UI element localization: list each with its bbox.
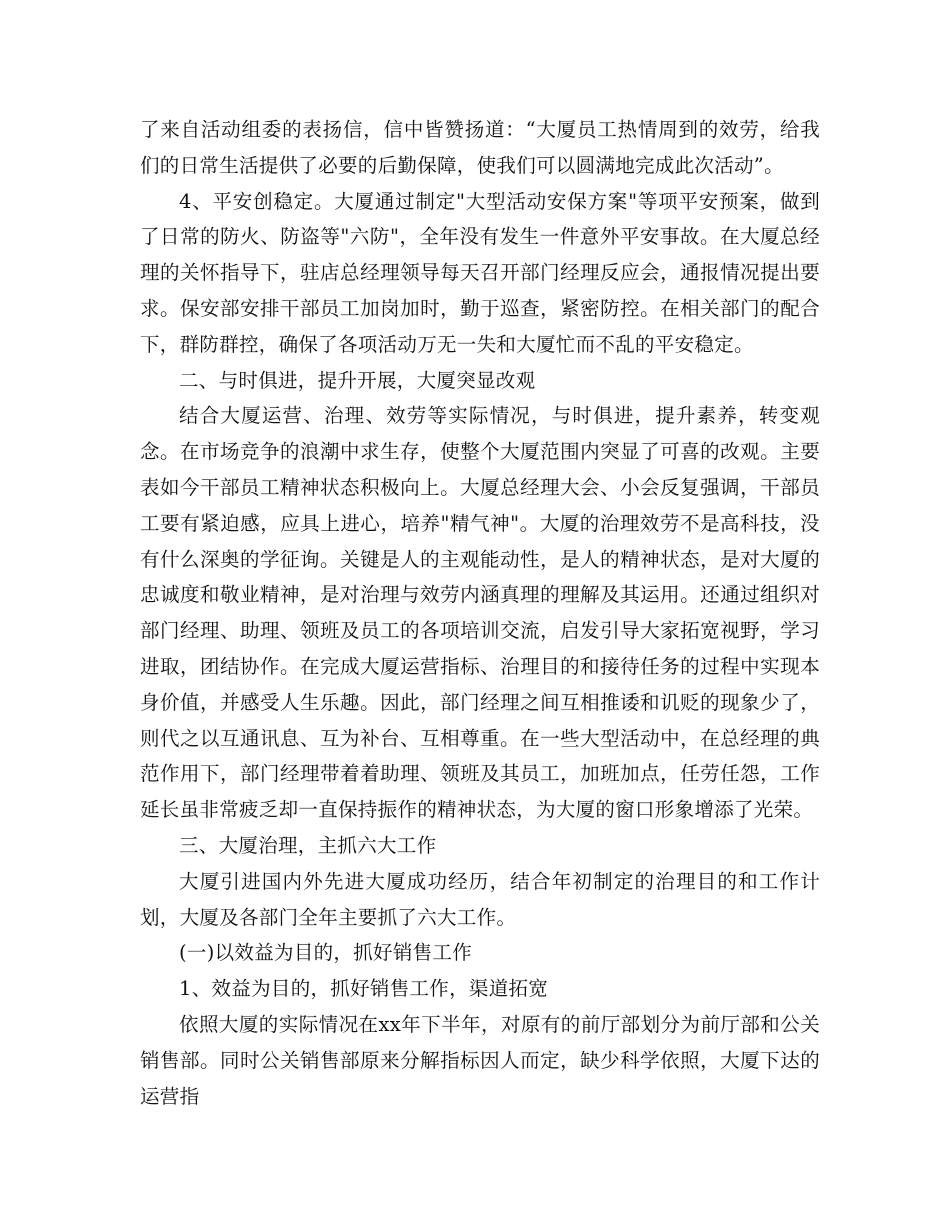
paragraph-six-tasks: 大厦引进国内外先进大厦成功经历，结合年初制定的治理目的和工作计划，大厦及各部门全年主要抓了六大工作。	[140, 869, 820, 929]
section-heading-2: 二、与时俱进，提升开展，大厦突显改观	[179, 368, 536, 392]
document-body	[140, 112, 820, 1114]
paragraph-security: 4、平安创稳定。大厦通过制定"大型活动安保方案"等项平安预案，做到了日常的防火、防盗等"六防"，全年没有发生一件意外平安事故。在大厦总经理的关怀指导下，驻店总经理领导每天召开部门经理反应会，通报情况提出要求。保安部安排干部员工加岗加时，勤于巡查，紧密防控。在相关部门的配合下，群防群控，确保了各项活动万无一失和大厦忙而不乱的平安稳定。	[140, 189, 820, 356]
paragraph-continuation: 了来自活动组委的表扬信，信中皆赞扬道：“大厦员工热情周到的效劳，给我们的日常生活提供了必要的后勤保障，使我们可以圆满地完成此次活动”。	[140, 118, 820, 177]
item-heading-1: 1、效益为目的，抓好销售工作，渠道拓宽	[179, 977, 549, 1001]
paragraph-sales: 依照大厦的实际情况在xx年下半年，对原有的前厅部划分为前厅部和公关销售部。同时公关销售部原来分解指标因人而定，缺少科学依照，大厦下达的运营指	[140, 1012, 820, 1108]
paragraph-improvement: 结合大厦运营、治理、效劳等实际情况，与时俱进，提升素养，转变观念。在市场竞争的浪潮中求生存，使整个大厦范围内突显了可喜的改观。主要表如今干部员工精神状态积极向上。大厦总经理大会、小会反复强调，干部员工要有紧迫感，应具上进心，培养"精气神"。大厦的治理效劳不是高科技，没有什么深奥的学征询。关键是人的主观能动性，是人的精神状态，是对大厦的忠诚度和敬业精神，是对治理与效劳内涵真理的理解及其运用。还通过组织对部门经理、助理、领班及员工的各项培训交流，启发引导大家拓宽视野，学习进取，团结协作。在完成大厦运营指标、治理目的和接待任务的过程中实现本身价值，并感受人生乐趣。因此，部门经理之间互相推诿和讥贬的现象少了，则代之以互通讯息、互为补台、互相尊重。在一些大型活动中，在总经理的典范作用下，部门经理带着着助理、领班及其员工，加班加点，任劳任怨，工作延长虽非常疲乏却一直保持振作的精神状态，为大厦的窗口形象增添了光荣。	[140, 404, 820, 822]
subsection-heading-1: (一)以效益为目的，抓好销售工作	[179, 941, 473, 965]
section-heading-3: 三、大厦治理，主抓六大工作	[179, 833, 437, 857]
